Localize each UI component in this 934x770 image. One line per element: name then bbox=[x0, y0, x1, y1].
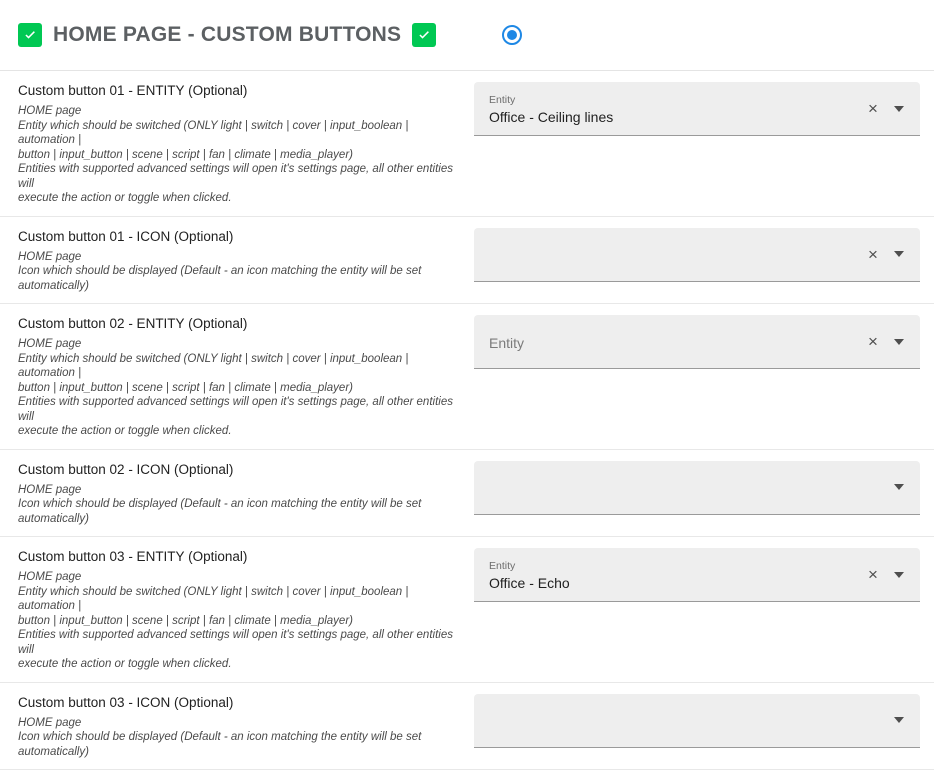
clear-icon[interactable]: × bbox=[860, 562, 886, 588]
row-label-area bbox=[0, 228, 474, 294]
row-field-area bbox=[474, 315, 934, 369]
caret-shape bbox=[894, 339, 904, 345]
page-header bbox=[0, 0, 934, 71]
field-description-line: Entity which should be switched (ONLY light | switch | cover | input_boolean | automation | bbox=[18, 119, 456, 148]
dropdown-arrow-icon[interactable] bbox=[886, 474, 912, 500]
row-field-area bbox=[474, 228, 934, 282]
row-label-area bbox=[0, 461, 474, 527]
dropdown-arrow-icon[interactable] bbox=[886, 329, 912, 355]
field-description-line: Entity which should be switched (ONLY light | switch | cover | input_boolean | automation | bbox=[18, 585, 456, 614]
caret-shape bbox=[894, 106, 904, 112]
row-field-area bbox=[474, 461, 934, 515]
field-description-line: HOME page bbox=[18, 104, 456, 119]
dropdown-arrow-icon[interactable] bbox=[886, 241, 912, 267]
row-field-area bbox=[474, 82, 934, 136]
field-title: Custom button 01 - ENTITY (Optional) bbox=[18, 82, 456, 100]
dropdown-arrow-icon[interactable] bbox=[886, 562, 912, 588]
settings-row bbox=[0, 450, 934, 538]
row-label-area bbox=[0, 694, 474, 760]
settings-row bbox=[0, 71, 934, 217]
field-placeholder[interactable]: Entity bbox=[489, 333, 860, 353]
field-title: Custom button 02 - ICON (Optional) bbox=[18, 461, 456, 479]
row-label-area bbox=[0, 548, 474, 672]
field-text-wrapper[interactable] bbox=[489, 227, 860, 282]
dropdown-arrow-icon[interactable] bbox=[886, 96, 912, 122]
row-field-area bbox=[474, 548, 934, 602]
field-description-line: HOME page bbox=[18, 250, 456, 265]
field-value[interactable]: Office - Ceiling lines bbox=[489, 107, 860, 127]
field-description-line: automatically) bbox=[18, 745, 456, 760]
field-description-line: Entities with supported advanced settings will open it's settings page, all other entities will bbox=[18, 162, 456, 191]
settings-row bbox=[0, 683, 934, 770]
settings-row bbox=[0, 537, 934, 683]
caret-shape bbox=[894, 572, 904, 578]
radio-inner-dot bbox=[507, 30, 517, 40]
field-description-line: button | input_button | scene | script | fan | climate | media_player) bbox=[18, 381, 456, 396]
settings-row bbox=[0, 217, 934, 305]
entity-select-field[interactable] bbox=[474, 461, 920, 515]
field-description bbox=[18, 483, 456, 527]
field-description-line: automatically) bbox=[18, 279, 456, 294]
field-text-wrapper[interactable] bbox=[489, 460, 886, 515]
field-description-line: Entities with supported advanced settings will open it's settings page, all other entities will bbox=[18, 628, 456, 657]
field-value[interactable]: Office - Echo bbox=[489, 573, 860, 593]
field-description-line: Icon which should be displayed (Default - an icon matching the entity will be set bbox=[18, 730, 456, 745]
clear-icon[interactable]: × bbox=[860, 241, 886, 267]
field-description bbox=[18, 570, 456, 672]
header-checkbox-right[interactable] bbox=[412, 23, 436, 47]
field-description-line: HOME page bbox=[18, 570, 456, 585]
field-description-line: Icon which should be displayed (Default - an icon matching the entity will be set bbox=[18, 264, 456, 279]
header-checkbox-left[interactable] bbox=[18, 23, 42, 47]
entity-select-field[interactable] bbox=[474, 228, 920, 282]
field-title: Custom button 03 - ENTITY (Optional) bbox=[18, 548, 456, 566]
caret-shape bbox=[894, 251, 904, 257]
field-description bbox=[18, 104, 456, 206]
field-description bbox=[18, 337, 456, 439]
page-title: HOME PAGE - CUSTOM BUTTONS bbox=[53, 23, 401, 47]
caret-shape bbox=[894, 717, 904, 723]
field-title: Custom button 02 - ENTITY (Optional) bbox=[18, 315, 456, 333]
clear-icon[interactable]: × bbox=[860, 96, 886, 122]
entity-select-field[interactable] bbox=[474, 694, 920, 748]
field-description-line: HOME page bbox=[18, 716, 456, 731]
field-description-line: button | input_button | scene | script | fan | climate | media_player) bbox=[18, 148, 456, 163]
field-text-wrapper[interactable] bbox=[489, 693, 886, 748]
field-float-label: Entity bbox=[489, 94, 860, 106]
entity-select-field[interactable] bbox=[474, 315, 920, 369]
caret-shape bbox=[894, 484, 904, 490]
field-text-wrapper[interactable] bbox=[489, 81, 860, 136]
field-float-label: Entity bbox=[489, 560, 860, 572]
row-field-area bbox=[474, 694, 934, 748]
field-description-line: execute the action or toggle when clicked. bbox=[18, 191, 456, 206]
field-description-line: execute the action or toggle when clicked. bbox=[18, 424, 456, 439]
header-radio-button[interactable] bbox=[502, 25, 522, 45]
field-description bbox=[18, 250, 456, 294]
field-description-line: button | input_button | scene | script | fan | climate | media_player) bbox=[18, 614, 456, 629]
field-description-line: Entities with supported advanced settings will open it's settings page, all other entities will bbox=[18, 395, 456, 424]
field-text-wrapper[interactable] bbox=[489, 314, 860, 369]
entity-select-field[interactable] bbox=[474, 82, 920, 136]
row-label-area bbox=[0, 82, 474, 206]
field-description-line: Icon which should be displayed (Default - an icon matching the entity will be set bbox=[18, 497, 456, 512]
field-description bbox=[18, 716, 456, 760]
radio-outer-ring bbox=[502, 25, 522, 45]
dropdown-arrow-icon[interactable] bbox=[886, 707, 912, 733]
entity-select-field[interactable] bbox=[474, 548, 920, 602]
field-description-line: HOME page bbox=[18, 483, 456, 498]
field-description-line: HOME page bbox=[18, 337, 456, 352]
field-description-line: Entity which should be switched (ONLY light | switch | cover | input_boolean | automation | bbox=[18, 352, 456, 381]
settings-row bbox=[0, 304, 934, 450]
clear-icon[interactable]: × bbox=[860, 329, 886, 355]
field-description-line: automatically) bbox=[18, 512, 456, 527]
field-description-line: execute the action or toggle when clicked. bbox=[18, 657, 456, 672]
row-label-area bbox=[0, 315, 474, 439]
field-text-wrapper[interactable] bbox=[489, 547, 860, 602]
field-title: Custom button 01 - ICON (Optional) bbox=[18, 228, 456, 246]
settings-rows bbox=[0, 71, 934, 770]
field-title: Custom button 03 - ICON (Optional) bbox=[18, 694, 456, 712]
